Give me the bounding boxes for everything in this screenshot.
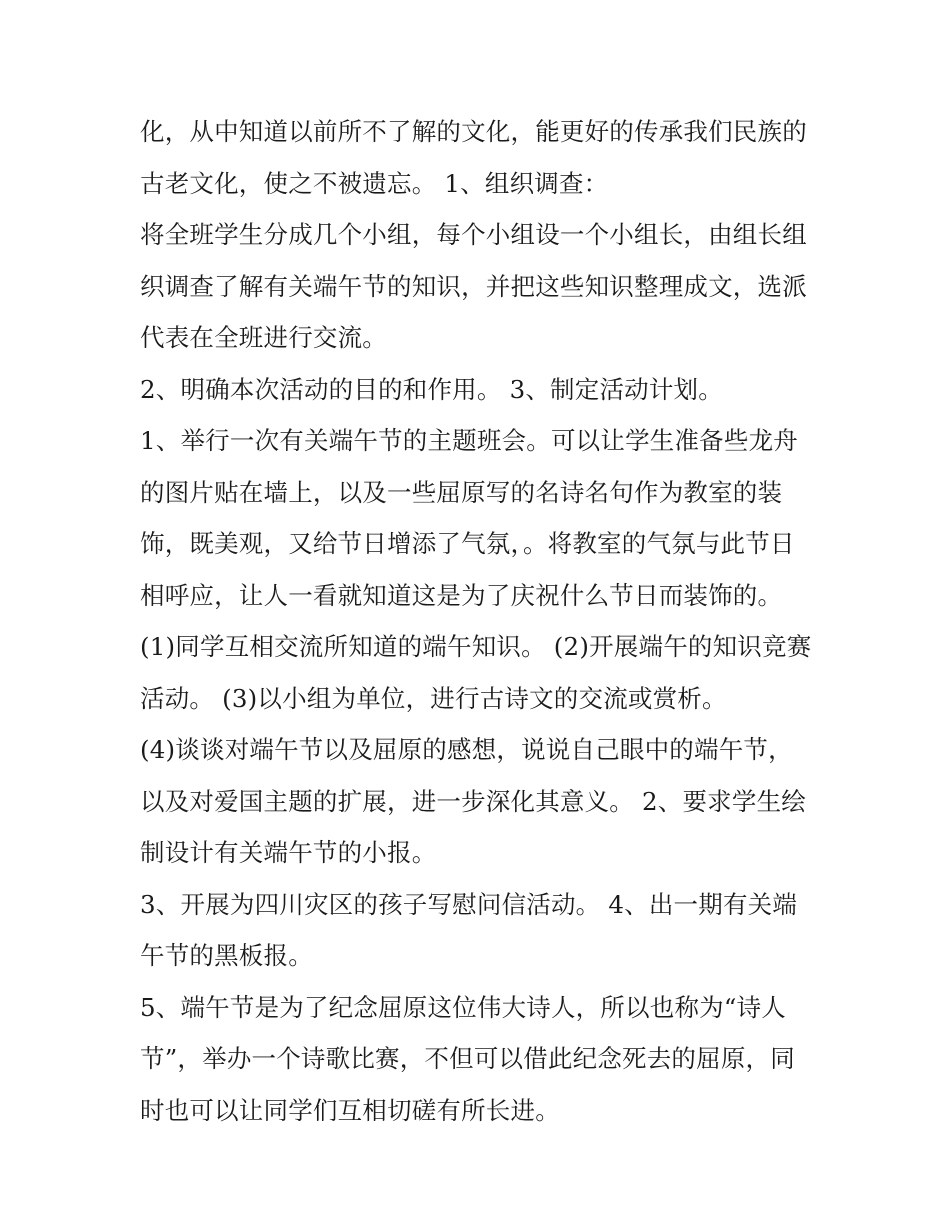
- document-body: [140, 106, 830, 1136]
- text-line: 节”，举办一个诗歌比赛，不但可以借此纪念死去的屈原，同: [140, 1044, 795, 1073]
- text-line: 午节的黑板报。: [140, 941, 313, 970]
- text-line: 化，从中知道以前所不了解的文化，能更好的传承我们民族的: [140, 117, 807, 146]
- text-line: 活动。 (3)以小组为单位，进行古诗文的交流或赏析。: [140, 683, 727, 713]
- text-line: 古老文化，使之不被遗忘。 1、组织调查：: [140, 168, 609, 198]
- text-line: 的图片贴在墙上，以及一些屈原写的名诗名句作为教室的装: [140, 477, 783, 507]
- text-line: 代表在全班进行交流。: [140, 323, 387, 352]
- text-line: 饰，既美观，又给节日增添了气氛，。将教室的气氛与此节日: [140, 529, 795, 558]
- text-line: 相呼应，让人一看就知道这是为了庆祝什么节日而装饰的。: [140, 580, 783, 610]
- text-line: 将全班学生分成几个小组，每个小组设一个小组长，由组长组: [140, 220, 807, 249]
- text-line: (4)谈谈对端午节以及屈原的感想，说说自己眼中的端午节，: [140, 735, 793, 764]
- text-line: 1、举行一次有关端午节的主题班会。可以让学生准备些龙舟: [140, 426, 798, 455]
- text-line: 制设计有关端午节的小报。: [140, 838, 437, 867]
- text-line: 3、开展为四川灾区的孩子写慰问信活动。 4、出一期有关端: [140, 889, 798, 919]
- text-line: 以及对爱国主题的扩展，进一步深化其意义。 2、要求学生绘: [140, 786, 806, 816]
- text-line: 2、明确本次活动的目的和作用。 3、制定活动计划。: [140, 374, 723, 404]
- text-line: 5、端午节是为了纪念屈原这位伟大诗人，所以也称为“诗人: [140, 992, 787, 1022]
- text-line: 织调查了解有关端午节的知识，并把这些知识整理成文，选派: [140, 271, 807, 301]
- text-line: 时也可以让同学们互相切磋有所长进。: [140, 1095, 560, 1125]
- text-line: (1)同学互相交流所知道的端午知识。 (2)开展端午的知识竞赛: [140, 632, 812, 661]
